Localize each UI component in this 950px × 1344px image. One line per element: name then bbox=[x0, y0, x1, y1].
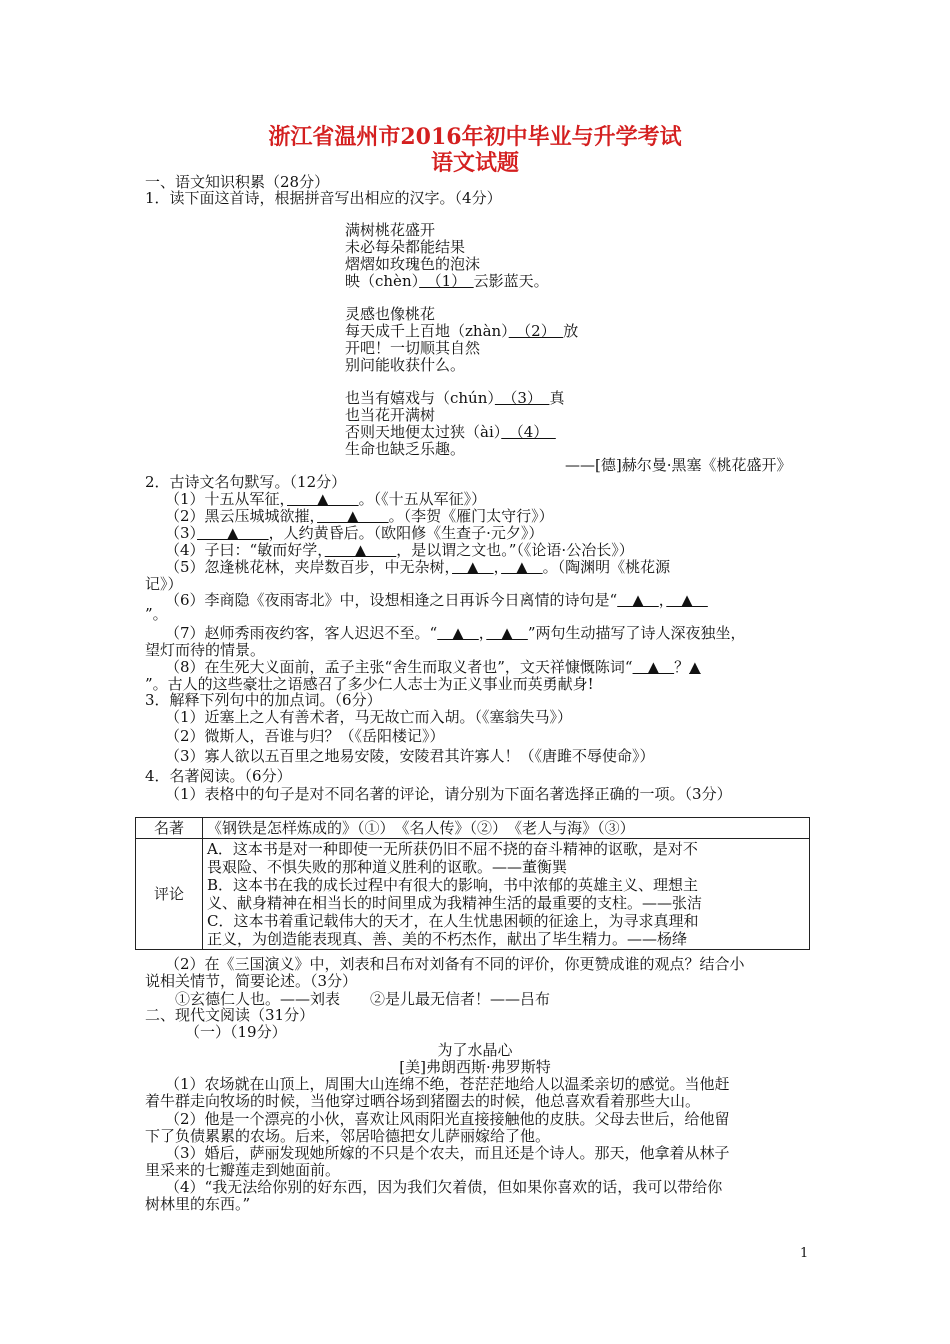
question-3-item: （2）微斯人，吾谁与归？（《岳阳楼记》） bbox=[165, 727, 445, 745]
question-2-item: （5）忽逢桃花林，夹岸数百步，中无杂树， ▲ ， ▲ 。（陶渊明《桃花源 bbox=[165, 558, 671, 576]
section-1-heading: 一、语文知识积累（28分） bbox=[145, 173, 330, 191]
story-paragraph: 里采来的七瓣莲走到她面前。 bbox=[145, 1161, 341, 1179]
question-4-sub2: （2）在《三国演义》中，刘表和吕布对刘备有不同的评价，你更赞成谁的观点？结合小 bbox=[165, 955, 745, 973]
question-3: 3．解释下列句中的加点词。（6分） bbox=[145, 691, 382, 709]
question-2-item: （1）十五从军征， ▲ 。（《十五从军征》） bbox=[165, 490, 487, 508]
poem-line: 映（chèn） （1） 云影蓝天。 bbox=[345, 272, 549, 290]
question-2-item: （2）黑云压城城欲摧， ▲ 。（李贺《雁门太守行》） bbox=[165, 507, 554, 525]
blank-4[interactable]: （4） bbox=[501, 423, 556, 441]
story-paragraph: （3）婚后，萨丽发现她所嫁的不只是个农夫，而且还是个诗人。那天，他拿着从林子 bbox=[165, 1144, 730, 1162]
question-2: 2．古诗文名句默写。（12分） bbox=[145, 473, 347, 491]
question-4-sub1: （1）表格中的句子是对不同名著的评论，请分别为下面名著选择正确的一项。（3分） bbox=[165, 785, 732, 803]
poem-line: 熠熠如玫瑰色的泡沫 bbox=[345, 255, 481, 273]
question-4-sub2-cont: 说相关情节，简要论述。（3分） bbox=[145, 972, 358, 990]
answer-blank[interactable]: ▲ bbox=[666, 591, 708, 609]
question-2-item: （6）李商隐《夜雨寄北》中，设想相逢之日再诉今日离情的诗句是“ ▲ ， ▲ bbox=[165, 591, 708, 609]
question-2-item: （7）赵师秀雨夜约客，客人迟迟不至。“ ▲ ， ▲ ”两句生动描写了诗人深夜独坐， bbox=[165, 624, 746, 642]
book-review-table bbox=[135, 817, 810, 950]
answer-blank[interactable]: ▲ bbox=[617, 591, 659, 609]
question-2-item-cont: 望灯而待的情景。 bbox=[145, 641, 266, 659]
answer-blank[interactable]: ▲ bbox=[689, 658, 701, 676]
answer-blank[interactable]: ▲ bbox=[324, 541, 397, 559]
answer-blank[interactable]: ▲ bbox=[632, 658, 675, 676]
question-4: 4．名著阅读。（6分） bbox=[145, 767, 292, 785]
poem-line: 满树桃花盛开 bbox=[345, 221, 436, 239]
story-paragraph: （2）他是一个漂亮的小伙，喜欢让风雨阳光直接接触他的皮肤。父母去世后，给他留 bbox=[165, 1110, 730, 1128]
poem-line: 否则天地便太过狭（ài） （4） bbox=[345, 423, 556, 441]
poem-line: 也当有嬉戏与（chún） （3） 真 bbox=[345, 389, 565, 407]
question-3-item: （1）近塞上之人有善术者，马无故亡而入胡。（《塞翁失马》） bbox=[165, 708, 573, 726]
story-paragraph: （1）农场就在山顶上，周围大山连绵不绝，苍茫茫地给人以温柔亲切的感觉。当他赶 bbox=[165, 1075, 730, 1093]
section-2-heading: 二、现代文阅读（31分） bbox=[145, 1006, 315, 1024]
story-author: [美]弗朗西斯·弗罗斯特 bbox=[399, 1058, 551, 1076]
section-2-sub: （一）（19分） bbox=[185, 1023, 287, 1041]
exam-subtitle: 语文试题 bbox=[430, 150, 519, 176]
answer-blank[interactable]: ▲ bbox=[317, 507, 389, 525]
question-1: 1．读下面这首诗，根据拼音写出相应的汉字。（4分） bbox=[145, 189, 502, 207]
question-2-item-cont: ”。古人的这些豪壮之语感召了多少仁人志士为正义事业而英勇献身! bbox=[145, 675, 594, 693]
question-4-quotes: ①玄德仁人也。——刘表 ②是儿最无信者！——吕布 bbox=[175, 990, 551, 1008]
answer-blank[interactable]: ▲ bbox=[501, 558, 543, 576]
poem-source: ——[德]赫尔曼·黑塞《桃花盛开》 bbox=[565, 456, 792, 474]
answer-blank[interactable]: ▲ bbox=[437, 624, 479, 642]
story-title: 为了水晶心 bbox=[437, 1041, 513, 1059]
table-header-review: 评论 bbox=[136, 839, 203, 950]
answer-blank[interactable]: ▲ bbox=[287, 490, 359, 508]
blank-1[interactable]: （1） bbox=[419, 272, 474, 290]
poem-line: 也当花开满树 bbox=[345, 406, 436, 424]
story-paragraph: （4）“我无法给你别的好东西，因为我们欠着债，但如果你喜欢的话，我可以带给你 bbox=[165, 1178, 723, 1196]
story-paragraph: 树林里的东西。” bbox=[145, 1195, 251, 1213]
question-2-item-cont: ”。 bbox=[145, 605, 168, 623]
answer-blank[interactable]: ▲ bbox=[197, 524, 269, 542]
table-reviews-cell: A．这本书是对一种即使一无所获仍旧不屈不挠的奋斗精神的讴歌，是对不 畏艰险、不惧失败的那种道义胜利的讴歌。——董衡巽 B．这本书在我的成长过程中有很大的影响，书中浓郁的英雄主义、理想主 义、献身精神在相当长的时间里成为我精神生活的最重要的支柱。——张洁 C．这本书着重记载伟大的天才，在人生忧患困顿的征途上，为寻求真理和 正义，为创造能表现真、善、美的不朽杰作，献出了毕生精力。——杨绛 bbox=[203, 839, 810, 950]
poem-line: 未必每朵都能结果 bbox=[345, 238, 466, 256]
story-paragraph: 着牛群走向牧场的时候，当他穿过晒谷场到猪圈去的时候，他总喜欢看着那些大山。 bbox=[145, 1092, 701, 1110]
blank-2[interactable]: （2） bbox=[508, 322, 564, 340]
question-3-item: （3）寡人欲以五百里之地易安陵，安陵君其许寡人！（《唐雎不辱使命》） bbox=[165, 747, 655, 765]
blank-3[interactable]: （3） bbox=[494, 389, 550, 407]
question-2-item-cont: 记》） bbox=[145, 575, 183, 593]
poem-line: 别问能收获什么。 bbox=[345, 356, 466, 374]
poem-line: 灵感也像桃花 bbox=[345, 305, 436, 323]
poem-line: 开吧！一切顺其自然 bbox=[345, 339, 481, 357]
exam-title: 浙江省温州市2016年初中毕业与升学考试 bbox=[268, 124, 682, 150]
table-header-books: 名著 bbox=[136, 818, 203, 839]
question-2-item: （8）在生死大义面前，孟子主张“舍生而取义者也”，文天祥慷慨陈词“ ▲ ？▲ bbox=[165, 658, 701, 676]
question-2-item: （4）子曰：“敏而好学， ▲ ，是以谓之文也。”（《论语·公冶长》） bbox=[165, 541, 634, 559]
poem-line: 生命也缺乏乐趣。 bbox=[345, 440, 466, 458]
answer-blank[interactable]: ▲ bbox=[486, 624, 528, 642]
poem-line: 每天成千上百地（zhàn） （2） 放 bbox=[345, 322, 579, 340]
story-paragraph: 下了负债累累的农场。后来，邻居哈德把女儿萨丽嫁给了他。 bbox=[145, 1127, 551, 1145]
table-books-row: 《钢铁是怎样炼成的》（①） 《名人传》（②） 《老人与海》（③） bbox=[203, 818, 810, 839]
page-number: 1 bbox=[800, 1246, 809, 1261]
answer-blank[interactable]: ▲ bbox=[452, 558, 494, 576]
question-2-item: （3） ▲ ，人约黄昏后。（欧阳修《生查子·元夕》） bbox=[165, 524, 544, 542]
